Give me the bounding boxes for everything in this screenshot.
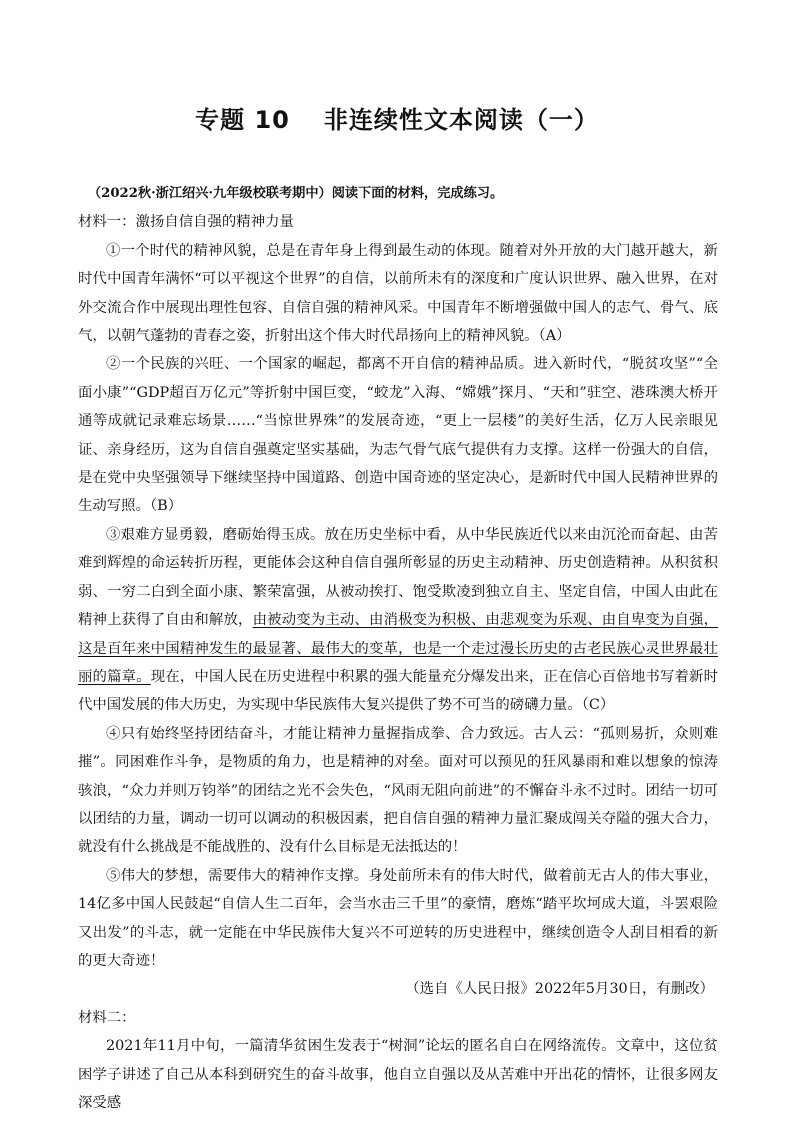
page-title <box>0 100 794 135</box>
underlined-sentence: 由被动变为主动、由消极变为积极、由悲观变为乐观、由自卑变为自强，这是百年来中国精神发生的最显著、最伟大的变革，也是一个走过漫长历史的古老民族心灵世界最壮丽的篇章。 <box>78 612 718 685</box>
title-topic: 专题 10 <box>195 106 290 134</box>
document-body <box>78 180 718 1117</box>
material2-paragraph-1: 2021年11月中旬，一篇清华贫困生发表于“树洞”论坛的匿名自白在网络流传。文章中，这位贫困学子讲述了自己从本科到研究生的奋斗故事，他自立自强以及从苦难中开出花的情怀，让很多网友深受感 <box>78 1038 718 1111</box>
material1-paragraph-3 <box>78 521 718 720</box>
material2-label: 材料二： <box>78 1009 136 1026</box>
material1-paragraph-4: ④只有始终坚持团结奋斗，才能让精神力量握指成拳、合力致远。古人云：“孤则易折，众则难摧”。同困难作斗争，是物质的角力，也是精神的对垒。面对可以预见的狂风暴雨和难以想象的惊涛骇浪，“众力并则万钧举”的团结之光不会失色，“风雨无阻向前进”的不懈奋斗永不过时。团结一切可以团结的力量，调动一切可以调动的积极因素，把自信自强的精神力量汇聚成闯关夺隘的强大合力，就没有什么挑战是不能战胜的、没有什么目标是无法抵达的！ <box>78 725 718 856</box>
paragraph-3-text-before: ③艰难方显勇毅，磨砺始得玉成。放在历史坐标中看，从中华民族近代以来由沉沦而奋起、由苦难到辉煌的命运转折历程，更能体会这种自信自强所彰显的历史主动精神、历史创造精神。从积贫积弱、一穷二白到全面小康、繁荣富强，从被动挨打、饱受欺凌到独立自主、坚定自信，中国人由此在精神上获得了自由和解放， <box>78 526 718 629</box>
material1-paragraph-2: ②一个民族的兴旺、一个国家的崛起，都离不开自信的精神品质。进入新时代，“脱贫攻坚”“全面小康”“GDP超百万亿元”等折射中国巨变，“蛟龙”入海、“嫦娥”探月、“天和”驻空、港珠澳大桥开通等成就记录难忘场景……“当惊世界殊”的发展奇迹，“更上一层楼”的美好生活，亿万人民亲眼见证、亲身经历，这为自信自强奠定坚实基础，为志气骨气底气提供有力支撑。这样一份强大的自信，是在党中央坚强领导下继续坚持中国道路、创造中国奇迹的坚定决心，是新时代中国人民精神世界的生动写照。（B） <box>78 356 718 515</box>
material1-paragraph-5: ⑤伟大的梦想，需要伟大的精神作支撑。身处前所未有的伟大时代，做着前无古人的伟大事业，14亿多中国人民鼓起“自信人生二百年，会当水击三千里”的豪情，磨炼“踏平坎坷成大道，斗罢艰险又出发”的斗志，就一定能在中华民族伟大复兴不可逆转的历史进程中，继续创造令人刮目相看的新的更大奇迹！ <box>78 867 718 969</box>
paragraph-3-text-after: 现在，中国人民在历史进程中积累的强大能量充分爆发出来，正在信心百倍地书写着新时代中国发展的伟大历史，为实现中华民族伟大复兴提供了势不可当的磅礴力量。（C） <box>78 668 718 714</box>
material1-label: 材料一：激扬自信自强的精神力量 <box>78 214 294 231</box>
material1-source: （选自《人民日报》2022年5月30日，有删改） <box>405 981 714 998</box>
question-intro: （2022秋·浙江绍兴·九年级校联考期中）阅读下面的材料，完成练习。 <box>88 186 504 201</box>
material1-paragraph-1: ①一个时代的精神风貌，总是在青年身上得到最生动的体现。随着对外开放的大门越开越大，新时代中国青年满怀“可以平视这个世界”的自信，以前所未有的深度和广度认识世界、融入世界，在对外交流合作中展现出理性包容、自信自强的精神风采。中国青年不断增强做中国人的志气、骨气、底气，以朝气蓬勃的青春之姿，折射出这个伟大时代昂扬向上的精神风貌。（A） <box>78 242 718 345</box>
title-name: 非连续性文本阅读（一） <box>323 106 599 134</box>
